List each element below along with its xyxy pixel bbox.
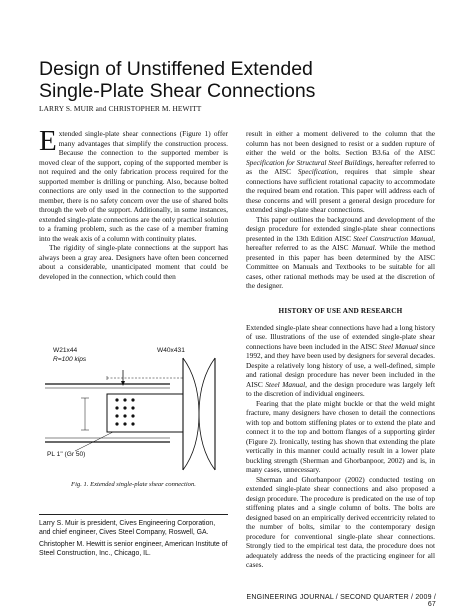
load-label: R=100 kips — [53, 356, 87, 363]
title-line-1: Design of Unstiffened Extended — [39, 58, 313, 80]
drop-cap: E — [39, 125, 57, 157]
rigidity-continued-paragraph: result in either a moment delivered to the column that the column has not been designed to resist or a sudden rupture of either the weld or the bolts. Section B3.6a of the AISC Specification for Structural Steel Buildings, hereafter referred to as the AISC Specification, requires that simple shear connections have sufficient rotational capacity to accommodate the required beam end rotation. This paper will address each of these concerns and will present a general design procedure for extended single-plate shear connections. — [246, 129, 435, 214]
authors: LARRY S. MUIR and CHRISTOPHER M. HEWITT — [39, 104, 202, 113]
author-note-muir: Larry S. Muir is president, Cives Engineering Corporation, and chief engineer, Cives Steel Company, Roswell, GA. — [39, 520, 216, 537]
history-paragraph: Extended single-plate shear connections have had a long history of use. Illustrations of the use of extended single-plate shear connections have been included in the AISC Steel Manual since 1992, and they have been used by designers for several decades. Despite a relatively long history of use, a well-defined, simple and rational design procedure has never been included in the AISC Steel Manual, and the design procedure was largely left to the discretion of individual engineers. — [246, 322, 436, 398]
column-web-curve — [183, 358, 199, 470]
research-paragraph: Sherman and Ghorbanpoor (2002) conducted testing on extended single-plate shear connections and also proposed a design procedure. The procedure is predicated on the use of top stiffening plates and a single column of bolts. The bolts are designed based on an empirically derived eccentricity related to the number of bolts, similar to the contemporary design procedure for conventional single-plate shear connections. Strongly tied to the empirical test data, the procedure does not adequately address the needs of the practicing engineer for all cases. — [246, 474, 435, 569]
section-heading: HISTORY OF USE AND RESEARCH — [278, 307, 403, 315]
intro-text: xtended single-plate shear connections (Figure 1) offer many advantages that simplify the construction process. Because the connection to the supported member is moved clear of the support, coping of the supported member is not required and the only fabrication process required for the supported member is drilling or punching. Also, because bolted connections are only used in the connection to the supported member, there is no safety concern over the use of shared bolts through the web of the support. Additionally, in some instances, extended single-plate connections are the only practical solution to a framing problem, such as the case of a member framing into the weak axis of a column with continuity plates. — [39, 129, 228, 243]
paper-title — [39, 58, 439, 102]
right-column-history — [246, 307, 435, 570]
title-line-2: Single-Plate Shear Connections — [39, 80, 316, 102]
column-label: W40x431 — [157, 347, 185, 354]
intro-paragraph — [39, 125, 228, 243]
rigidity-paragraph: The rigidity of single-plate connections at the support has always been a gray area. Designers have often been concerned about a considerable, unanticipated moment that could be developed in the connection, which could then — [39, 243, 228, 281]
page-footer: ENGINEERING JOURNAL / SECOND QUARTER / 2009 / 67 — [246, 594, 436, 608]
column-web-curve-2 — [199, 358, 215, 470]
beam-label: W21x44 — [53, 347, 78, 354]
footnote-rule — [39, 514, 228, 515]
plate-label: PL 1" (Gr 50) — [47, 451, 86, 458]
figure-1-drawing — [45, 340, 225, 475]
figure-caption: Fig. 1. Extended single-plate shear connection. — [71, 481, 196, 488]
buckling-paragraph: Fearing that the plate might buckle or that the weld might fracture, many designers have chosen to detail the connections with top and bottom stiffening plates or to extend the plate and connect it to the top and bottom flanges of a supporting girder (Figure 2). Ironically, testing has shown that extending the plate vertically in this manner could actually result in a lower plate buckling strength (Sherman and Ghorbanpoor, 2002) and is, in many cases, unnecessary. — [246, 398, 435, 474]
author-note-hewitt: Christopher M. Hewitt is senior engineer, American Institute of Steel Construction, Inc., Chicago, IL. — [39, 541, 228, 558]
left-column — [39, 125, 228, 281]
outline-paragraph: This paper outlines the background and development of the design procedure for extended single-plate shear connections presented in the 13th Edition AISC Steel Construction Manual, hereafter referred to as the AISC Manual. While the method presented in this paper has been determined by the AISC Committee on Manuals and Textbooks to be suitable for all cases, other rational methods may be used at the discretion of the designer. — [246, 214, 435, 290]
right-column — [246, 129, 435, 291]
bolt-group — [115, 398, 134, 425]
